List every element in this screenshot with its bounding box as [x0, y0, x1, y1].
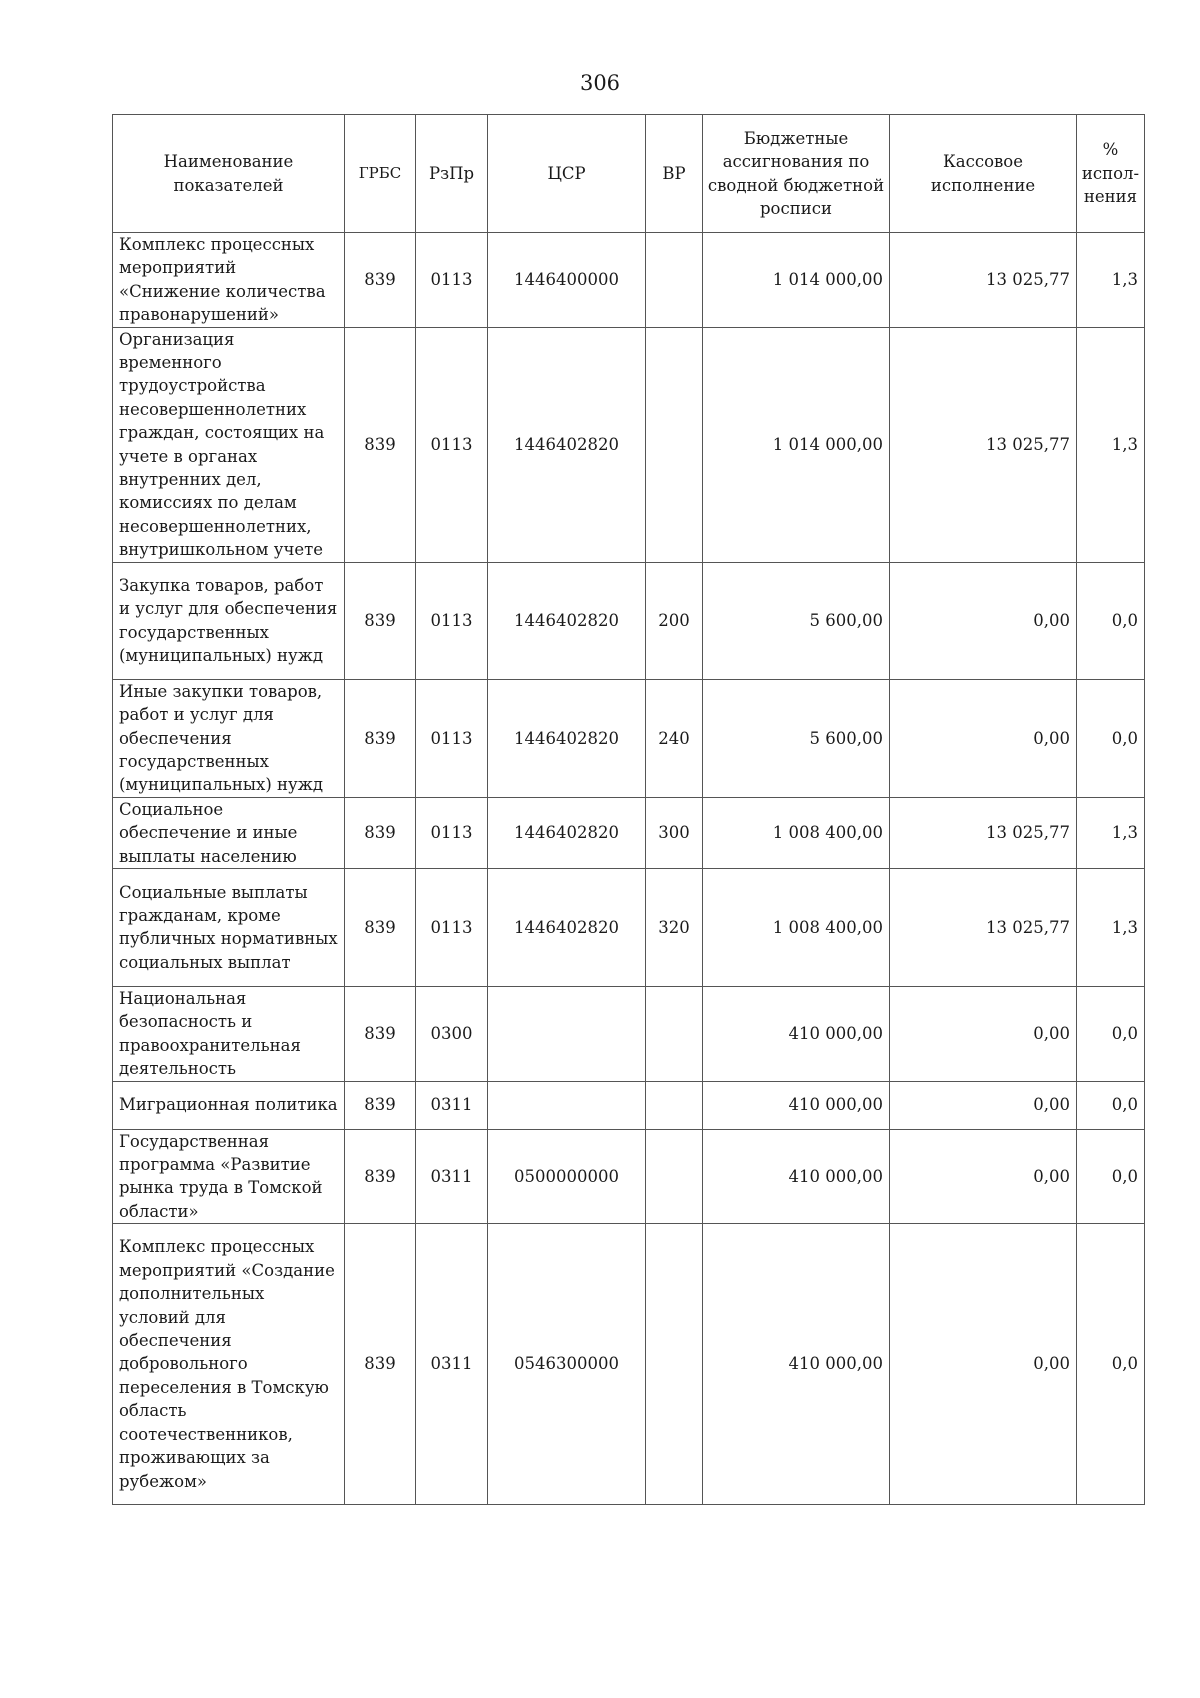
cell-pct: 0,0 — [1077, 986, 1145, 1081]
cell-budget: 1 014 000,00 — [703, 233, 890, 328]
cell-rzpr: 0311 — [416, 1129, 488, 1224]
column-header-cash: Кассовое исполнение — [890, 115, 1077, 233]
cell-name: Национальная безопасность и правоохранительная деятельность — [113, 986, 345, 1081]
cell-cash: 0,00 — [890, 986, 1077, 1081]
cell-rzpr: 0113 — [416, 797, 488, 868]
cell-pct: 0,0 — [1077, 1129, 1145, 1224]
cell-name: Социальные выплаты гражданам, кроме публичных нормативных социальных выплат — [113, 868, 345, 986]
cell-rzpr: 0113 — [416, 562, 488, 679]
table-header-row — [113, 115, 1145, 233]
table-row — [113, 1081, 1145, 1129]
cell-grbs: 839 — [345, 233, 416, 328]
cell-budget: 1 014 000,00 — [703, 327, 890, 562]
cell-name: Иные закупки товаров, работ и услуг для обеспечения государственных (муниципальных) нужд — [113, 679, 345, 797]
table-row — [113, 1224, 1145, 1505]
cell-budget: 1 008 400,00 — [703, 797, 890, 868]
table-row — [113, 327, 1145, 562]
cell-pct: 1,3 — [1077, 797, 1145, 868]
cell-pct: 1,3 — [1077, 868, 1145, 986]
cell-cash: 13 025,77 — [890, 868, 1077, 986]
cell-vr: 320 — [646, 868, 703, 986]
cell-csr: 1446402820 — [488, 562, 646, 679]
table-row — [113, 233, 1145, 328]
cell-rzpr: 0113 — [416, 327, 488, 562]
cell-vr: 200 — [646, 562, 703, 679]
cell-budget: 410 000,00 — [703, 986, 890, 1081]
cell-grbs: 839 — [345, 1129, 416, 1224]
cell-cash: 13 025,77 — [890, 327, 1077, 562]
cell-budget: 1 008 400,00 — [703, 868, 890, 986]
column-header-vr: ВР — [646, 115, 703, 233]
cell-rzpr: 0113 — [416, 868, 488, 986]
cell-cash: 0,00 — [890, 562, 1077, 679]
cell-vr: 300 — [646, 797, 703, 868]
cell-csr: 1446402820 — [488, 797, 646, 868]
cell-cash: 13 025,77 — [890, 797, 1077, 868]
cell-csr — [488, 1081, 646, 1129]
cell-vr — [646, 233, 703, 328]
cell-name: Государственная программа «Развитие рынка труда в Томской области» — [113, 1129, 345, 1224]
cell-grbs: 839 — [345, 679, 416, 797]
cell-pct: 0,0 — [1077, 1081, 1145, 1129]
cell-pct: 1,3 — [1077, 233, 1145, 328]
cell-rzpr: 0311 — [416, 1081, 488, 1129]
column-header-rzpr: РзПр — [416, 115, 488, 233]
cell-pct: 0,0 — [1077, 679, 1145, 797]
column-header-grbs: ГРБС — [345, 115, 416, 233]
table-row — [113, 1129, 1145, 1224]
cell-vr — [646, 1129, 703, 1224]
cell-name: Социальное обеспечение и иные выплаты населению — [113, 797, 345, 868]
table-row — [113, 868, 1145, 986]
cell-rzpr: 0311 — [416, 1224, 488, 1505]
cell-name: Комплекс процессных мероприятий «Снижение количества правонарушений» — [113, 233, 345, 328]
cell-csr: 0546300000 — [488, 1224, 646, 1505]
cell-budget: 410 000,00 — [703, 1224, 890, 1505]
cell-budget: 5 600,00 — [703, 562, 890, 679]
cell-vr — [646, 327, 703, 562]
cell-budget: 410 000,00 — [703, 1129, 890, 1224]
table-row — [113, 562, 1145, 679]
cell-name: Миграционная политика — [113, 1081, 345, 1129]
cell-grbs: 839 — [345, 327, 416, 562]
cell-vr — [646, 1224, 703, 1505]
cell-pct: 1,3 — [1077, 327, 1145, 562]
cell-cash: 0,00 — [890, 679, 1077, 797]
cell-grbs: 839 — [345, 986, 416, 1081]
cell-grbs: 839 — [345, 1081, 416, 1129]
cell-vr — [646, 986, 703, 1081]
cell-pct: 0,0 — [1077, 562, 1145, 679]
cell-name: Комплекс процессных мероприятий «Создание дополнительных условий для обеспечения добровольного переселения в Томскую область соотечественников, проживающих за рубежом» — [113, 1224, 345, 1505]
cell-csr: 0500000000 — [488, 1129, 646, 1224]
cell-rzpr: 0113 — [416, 233, 488, 328]
table-row — [113, 986, 1145, 1081]
cell-grbs: 839 — [345, 797, 416, 868]
cell-csr: 1446400000 — [488, 233, 646, 328]
cell-grbs: 839 — [345, 1224, 416, 1505]
cell-grbs: 839 — [345, 562, 416, 679]
cell-csr — [488, 986, 646, 1081]
table-row — [113, 679, 1145, 797]
column-header-pct: % испол-нения — [1077, 115, 1145, 233]
cell-name: Закупка товаров, работ и услуг для обеспечения государственных (муниципальных) нужд — [113, 562, 345, 679]
cell-csr: 1446402820 — [488, 868, 646, 986]
budget-execution-table — [112, 114, 1145, 1505]
cell-budget: 5 600,00 — [703, 679, 890, 797]
cell-pct: 0,0 — [1077, 1224, 1145, 1505]
cell-cash: 0,00 — [890, 1081, 1077, 1129]
page-number: 306 — [579, 71, 621, 95]
cell-vr: 240 — [646, 679, 703, 797]
cell-cash: 13 025,77 — [890, 233, 1077, 328]
cell-name: Организация временного трудоустройства несовершеннолетних граждан, состоящих на учете в органах внутренних дел, комиссиях по делам несовершеннолетних, внутришкольном учете — [113, 327, 345, 562]
column-header-budget: Бюджетные ассигнования по сводной бюджетной росписи — [703, 115, 890, 233]
table-row — [113, 797, 1145, 868]
cell-cash: 0,00 — [890, 1224, 1077, 1505]
column-header-name: Наименование показателей — [113, 115, 345, 233]
cell-vr — [646, 1081, 703, 1129]
cell-csr: 1446402820 — [488, 679, 646, 797]
cell-rzpr: 0113 — [416, 679, 488, 797]
cell-csr: 1446402820 — [488, 327, 646, 562]
cell-rzpr: 0300 — [416, 986, 488, 1081]
cell-budget: 410 000,00 — [703, 1081, 890, 1129]
cell-cash: 0,00 — [890, 1129, 1077, 1224]
column-header-csr: ЦСР — [488, 115, 646, 233]
cell-grbs: 839 — [345, 868, 416, 986]
